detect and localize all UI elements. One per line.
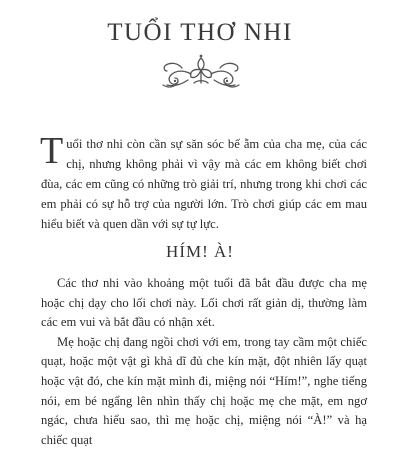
section-heading: HÍM! À!	[166, 242, 234, 261]
intro-paragraph	[40, 130, 367, 234]
section-body	[41, 274, 367, 450]
chapter-title: TUỔI THƠ NHI	[107, 19, 293, 46]
intro-text: uổi thơ nhi còn cần sự săn sóc bế ẵm của cha mẹ, của các chị, nhưng không phải vì vậy mà các em không biết chơi đùa, các em cũng có những trò giải trí, nhưng trong khi chơi các em phải có sự hỗ trợ của người lớn. Trò chơi giúp các em mau hiểu biết và quen dần với sự tự lực.	[41, 137, 367, 231]
floral-ornament-icon	[158, 52, 244, 92]
body-paragraph: Các thơ nhi vào khoảng một tuổi đã bắt đầu được cha mẹ hoặc chị dạy cho lối chơi này. Lối chơi rất giản dị, thường làm các em vui và bắt đầu có nhận xét.	[41, 276, 367, 330]
body-paragraph: Mẹ hoặc chị đang ngồi chơi với em, trong tay cầm một chiếc quạt, hoặc một vật gì khả dĩ đủ che kín mặt, đột nhiên lấy quạt hoặc vật đó, che kín mặt mình đi, miệng nói “Hím!”, nghe tiếng nói, em bé ngẩng lên nhìn thấy chị hoặc mẹ che mặt, em ngơ ngác, chưa hiểu sao, thì mẹ hoặc chị, miệng nói “À!” và hạ chiếc quạt	[41, 334, 367, 447]
drop-cap: T	[40, 130, 64, 172]
